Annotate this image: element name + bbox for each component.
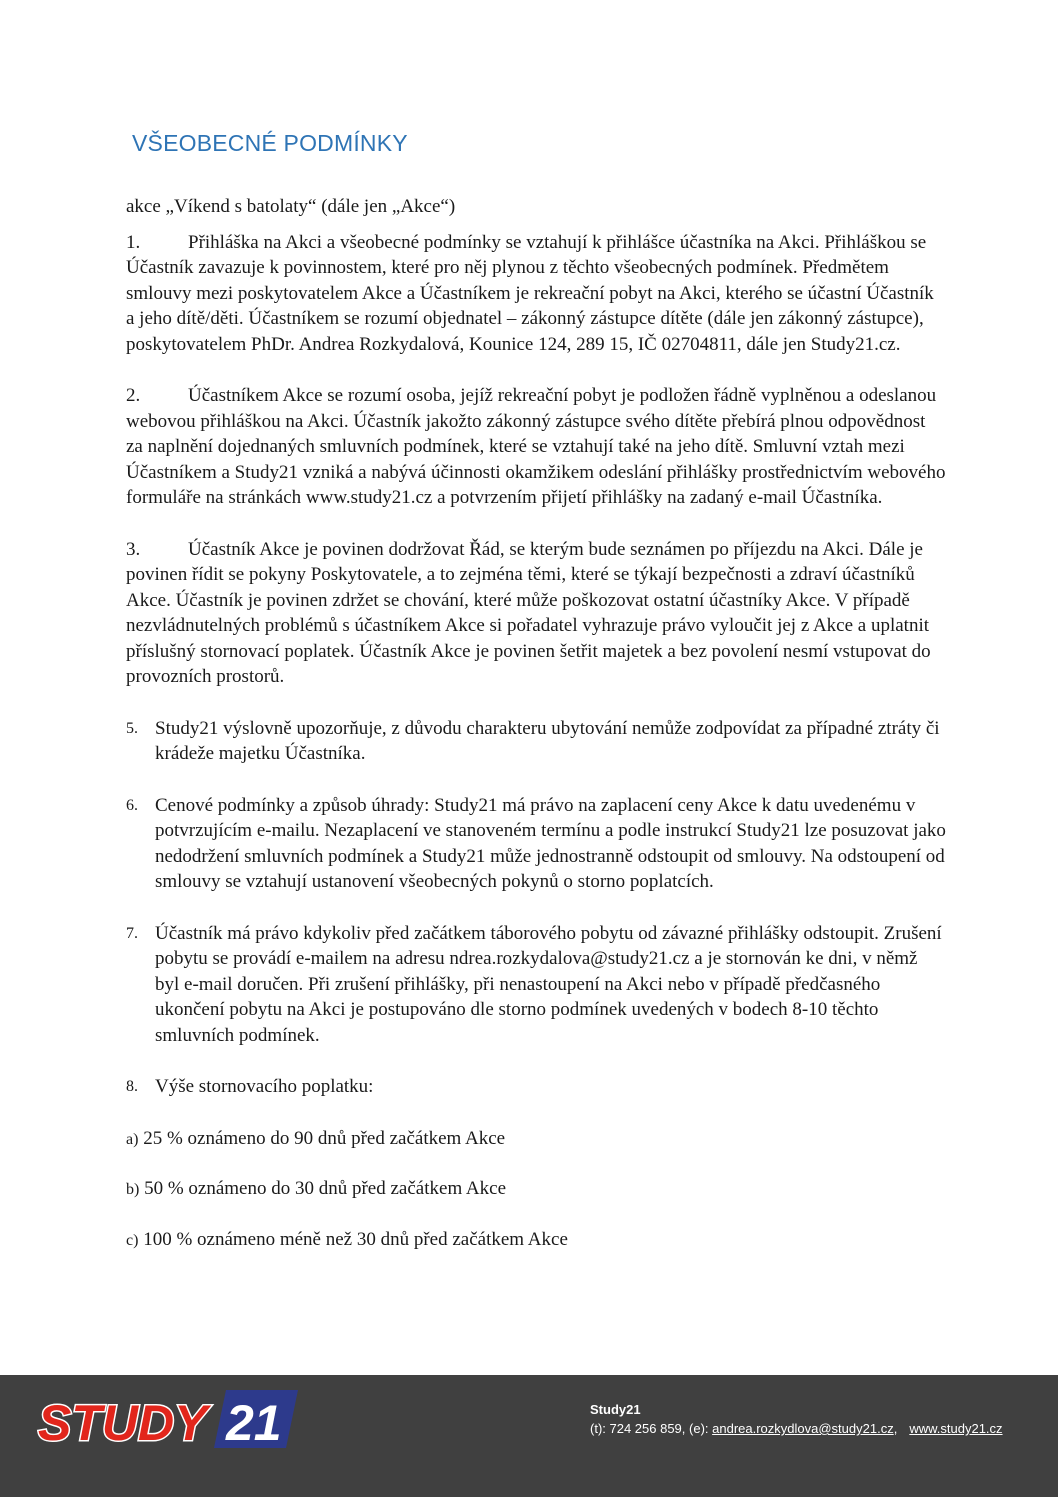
footer-phone: (t): 724 256 859, (e): [590,1421,713,1436]
paragraph-text: Přihláška na Akci a všeobecné podmínky se vztahují k přihlášce účastníka na Akci. Přihláškou se Účastník zavazuje k povinnostem, které pro něj plynou z těchto všeobecných podmínek. Předmětem smlouvy mezi poskytovatelem Akce a Účastníkem je rekreační pobyt na Akci, kterého se účastní Účastník a jeho dítě/děti. Účastníkem se rozumí objednatel – zákonný zástupce dítěte (dále jen zákonný zástupce), poskytovatelem PhDr. Andrea Rozkydalová, Kounice 124, 289 15, IČ 02704811, dále jen Study21.cz. [126,231,934,355]
footer-company-name: Study21 [590,1402,641,1417]
paragraph-text: Účastník Akce je povinen dodržovat Řád, se kterým bude seznámen po příjezdu na Akci. Dále je povinen řídit se pokyny Poskytovatele, a to zejména těmi, které se týkají bezpečnosti a zdraví účastníků Akce. Účastník je povinen zdržet se chování, které může poškozovat ostatní účastníky Akce. V případě nezvládnutelných problémů s účastníkem Akce si pořadatel vyhrazuje právo vyloučit jej z Akce a uplatnit příslušný stornovací poplatek. Účastník Akce je povinen šetřit majetek a bez povolení nesmí vstupovat do provozních prostorů. [126,538,931,687]
list-item-text: Study21 výslovně upozorňuje, z důvodu charakteru ubytování nemůže zodpovídat za případné ztráty či krádeže majetku Účastníka. [155,717,940,764]
sub-item-text: 50 % oznámeno do 30 dnů před začátkem Akce [144,1178,507,1199]
footer-contact-line [590,1419,1003,1438]
footer [0,1375,1058,1497]
footer-contact [590,1400,1003,1438]
paragraph-number: 1. [126,231,141,253]
sub-item-text: 100 % oznámeno méně než 30 dnů před začátkem Akce [143,1228,568,1250]
paragraph-number: 3. [126,538,141,560]
list-item-number: 5. [126,719,138,737]
logo-text-21: 21 [226,1395,282,1450]
sub-item-text: 25 % oznámeno do 90 dnů před začátkem Akce [143,1127,506,1149]
footer-email-link[interactable]: andrea.rozkydlova@study21.cz [712,1421,894,1436]
list-item-number: 6. [126,796,138,814]
document-subtitle: akce „Víkend s batolaty“ (dále jen „Akce“) [126,196,456,217]
paragraph-3 [126,537,946,690]
document-body [126,194,946,1277]
list-item-text: Účastník má právo kdykoliv před začátkem táborového pobytu od závazné přihlášky odstoupit. Zrušení pobytu se provádí e-mailem na adresu ndrea.rozkydalova@study21.cz a je stornován ke dni, v němž byl e-mail doručen. Při zrušení přihlášky, při nenastoupení na Akci nebo v případě předčasného ukončení pobytu na Akci je postupováno dle storno podmínek uvedených v bodech 8-10 těchto smluvních podmínek. [155,922,942,1046]
study21-logo [34,1388,300,1450]
list-item-number: 7. [126,924,138,942]
list-item-7 [126,921,946,1049]
list-item-8 [126,1074,946,1100]
sub-item-letter: b) [126,1181,140,1198]
paragraph-1 [126,230,946,358]
cancellation-fee-c [126,1227,946,1254]
footer-website-link[interactable]: www.study21.cz [909,1421,1003,1436]
paragraph-text: Účastníkem Akce se rozumí osoba, jejíž rekreační pobyt je podložen řádně vyplněnou a odeslanou webovou přihláškou na Akci. Účastník jakožto zákonný zástupce svého dítěte přebírá plnou odpovědnost za naplnění dojednaných smluvních podmínek, které se vztahují také na jeho dítě. Smluvní vztah mezi Účastníkem a Study21 vzniká a nabývá účinnosti okamžikem odeslání přihlášky prostřednictvím webového formuláře na stránkách www.study21.cz a potvrzením přijetí přihlášky na zadaný e-mail Účastníka. [126,385,946,508]
logo-text-study: STUDY [38,1395,208,1450]
paragraph-number: 2. [126,385,141,406]
list-item-5 [126,716,946,767]
sub-item-letter: a) [126,1130,139,1148]
list-item-text: Cenové podmínky a způsob úhrady: Study21 má právo na zaplacení ceny Akce k datu uvedenému v potvrzujícím e-mailu. Nezaplacení ve stanoveném termínu a podle instrukcí Study21 lze posuzovat jako nedodržení smluvních podmínek a Study21 může jednostranně odstoupit od smlouvy. Na odstoupení od smlouvy se vztahují ustanovení všeobecných pokynů o storno poplatcích. [155,794,946,892]
cancellation-fee-b [126,1176,946,1203]
list-item-6 [126,793,946,895]
cancellation-fee-a [126,1126,946,1153]
page-title: VŠEOBECNÉ PODMÍNKY [132,130,408,156]
list-item-number: 8. [126,1078,138,1095]
footer-email-suffix: , [893,1421,898,1436]
list-item-text: Výše stornovacího poplatku: [155,1076,374,1097]
sub-item-letter: c) [126,1231,139,1249]
paragraph-2 [126,383,946,511]
